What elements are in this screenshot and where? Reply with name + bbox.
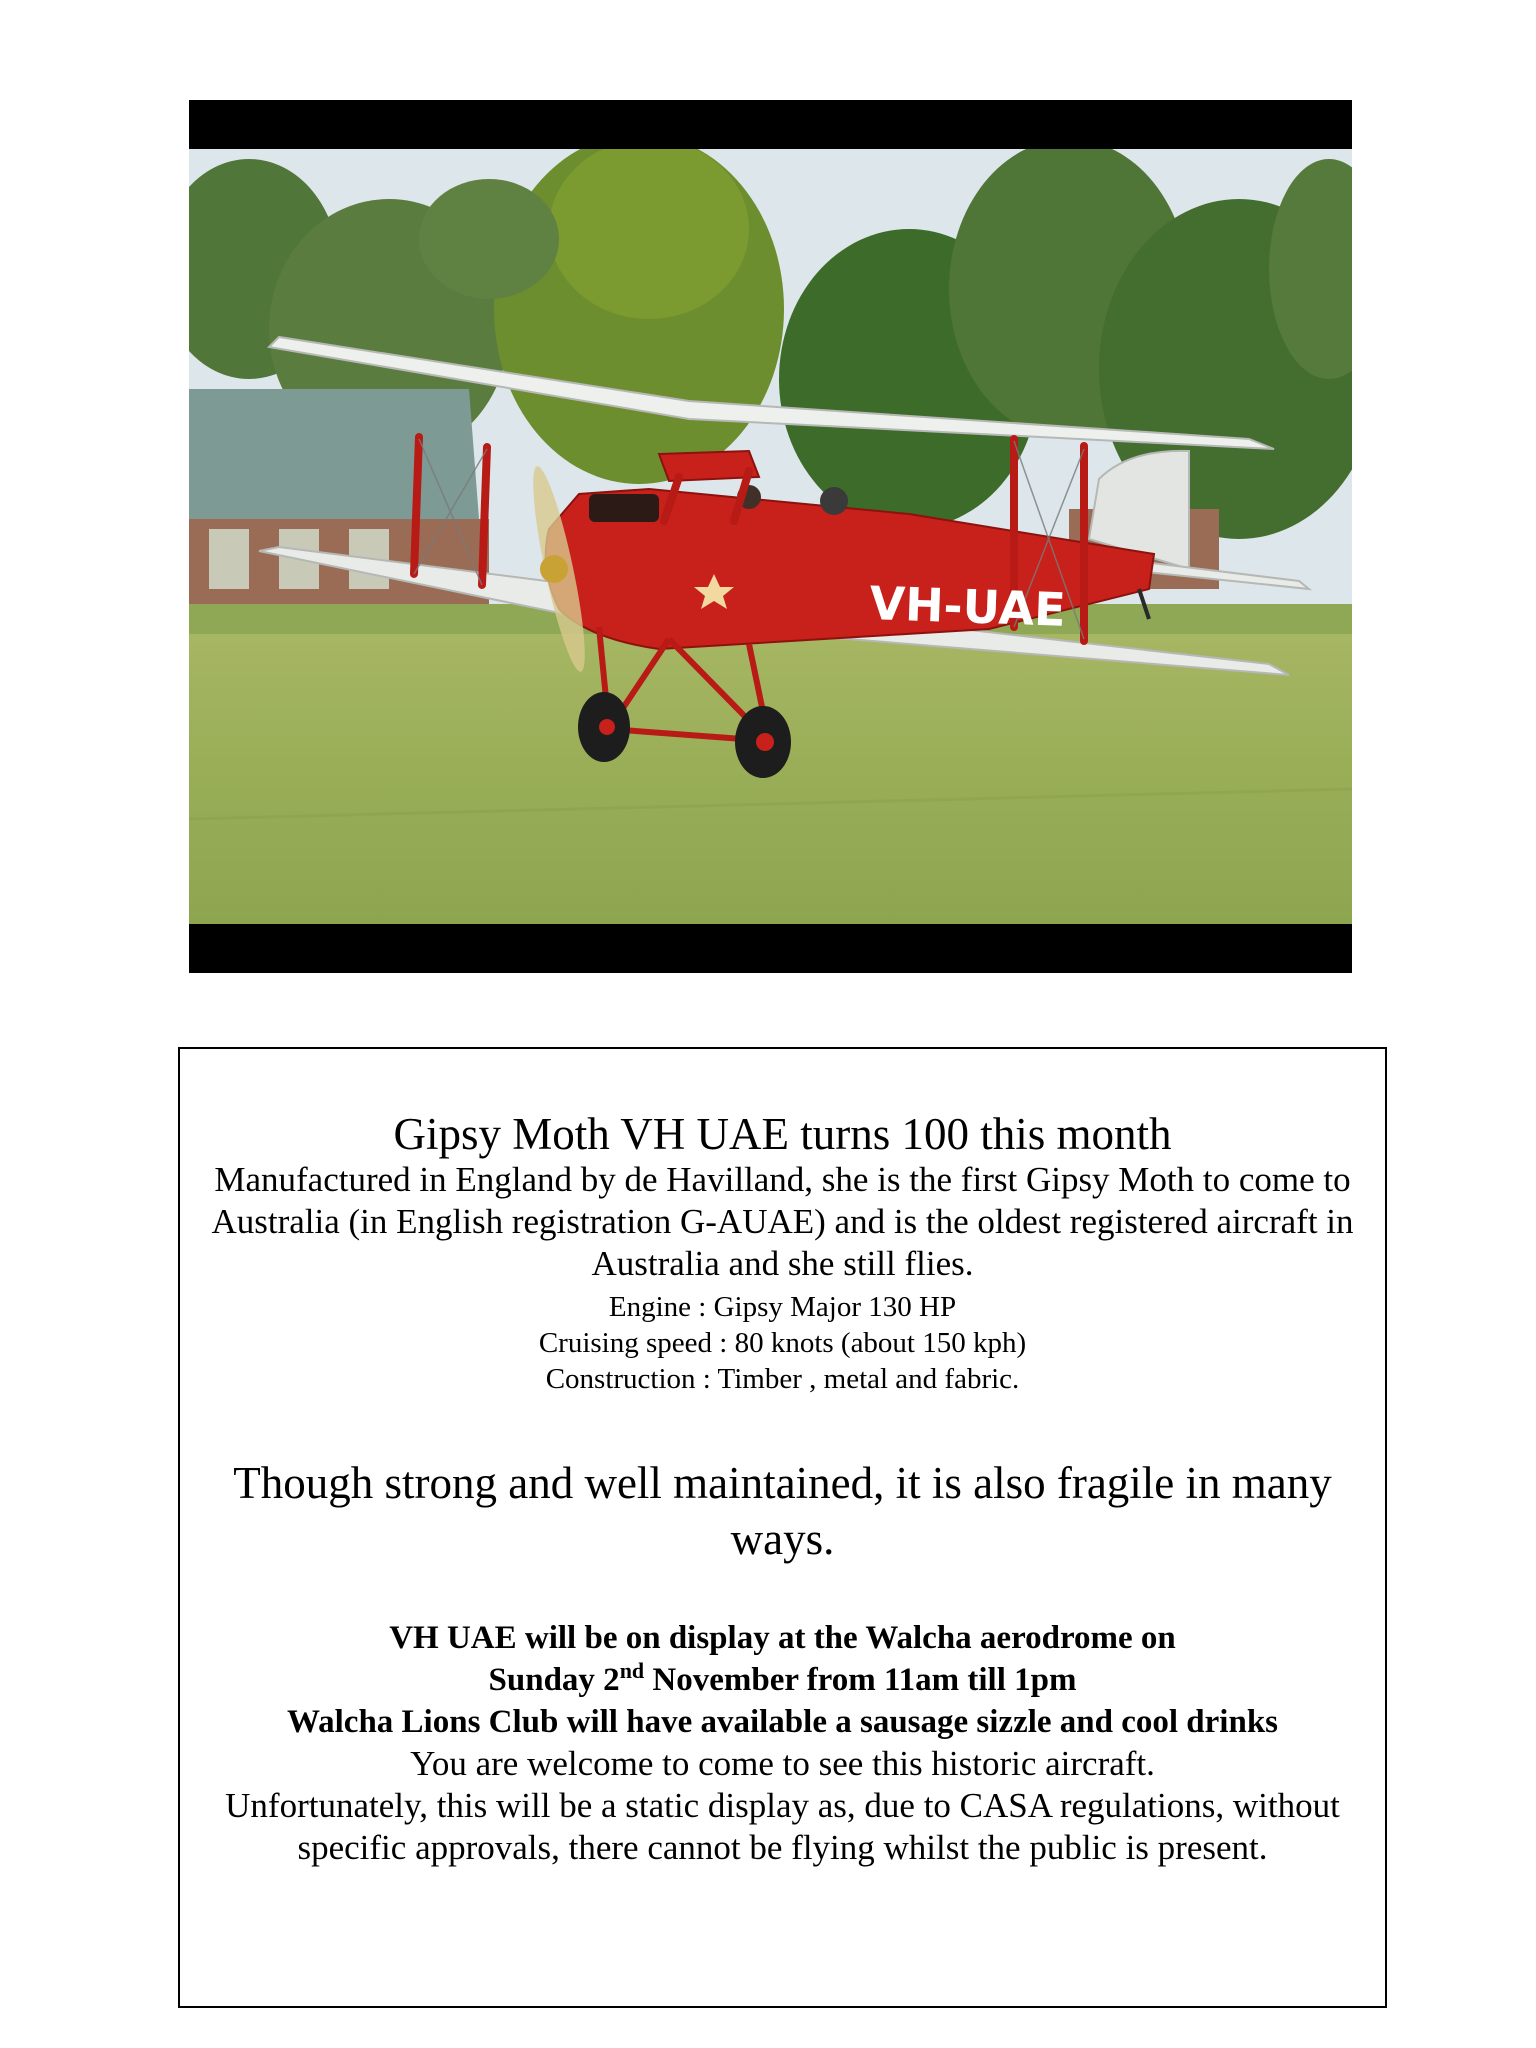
engine-spec: Engine : Gipsy Major 130 HP xyxy=(608,1291,957,1323)
notice-content xyxy=(188,1109,1377,1869)
display-date-suffix: nd xyxy=(619,1658,645,1683)
aircraft-registration: VH-UAE xyxy=(868,576,1067,637)
notice-title: Gipsy Moth VH UAE turns 100 this month xyxy=(393,1109,1172,1159)
display-location: VH UAE will be on display at the Walcha aerodrome on xyxy=(389,1620,1176,1656)
construction-spec: Construction : Timber , metal and fabric. xyxy=(545,1363,1020,1395)
history-paragraph: Manufactured in England by de Havilland, she is the first Gipsy Moth to come to Australia (in English registration G-AUAE) and is the oldest registered aircraft in Australia and she still flies. xyxy=(211,1160,1354,1283)
aircraft-photo-scene xyxy=(189,149,1352,924)
specs-list xyxy=(188,1289,1377,1397)
display-date xyxy=(188,1659,1377,1701)
display-details xyxy=(188,1617,1377,1869)
speed-spec: Cruising speed : 80 knots (about 150 kph) xyxy=(538,1327,1027,1359)
display-date-day: Sunday 2 xyxy=(488,1662,620,1698)
aircraft-photo xyxy=(189,100,1352,973)
lions-club-line: Walcha Lions Club will have available a sausage sizzle and cool drinks xyxy=(286,1704,1279,1740)
casa-disclaimer: Unfortunately, this will be a static display as, due to CASA regulations, without specific approvals, there cannot be flying whilst the public is present. xyxy=(225,1786,1340,1867)
welcome-line: You are welcome to come to see this historic aircraft. xyxy=(410,1744,1155,1783)
display-date-time: November from 11am till 1pm xyxy=(644,1662,1077,1698)
fragile-statement: Though strong and well maintained, it is also fragile in many ways. xyxy=(233,1458,1332,1564)
shed-roof xyxy=(189,389,479,519)
event-notice xyxy=(178,1047,1387,2008)
